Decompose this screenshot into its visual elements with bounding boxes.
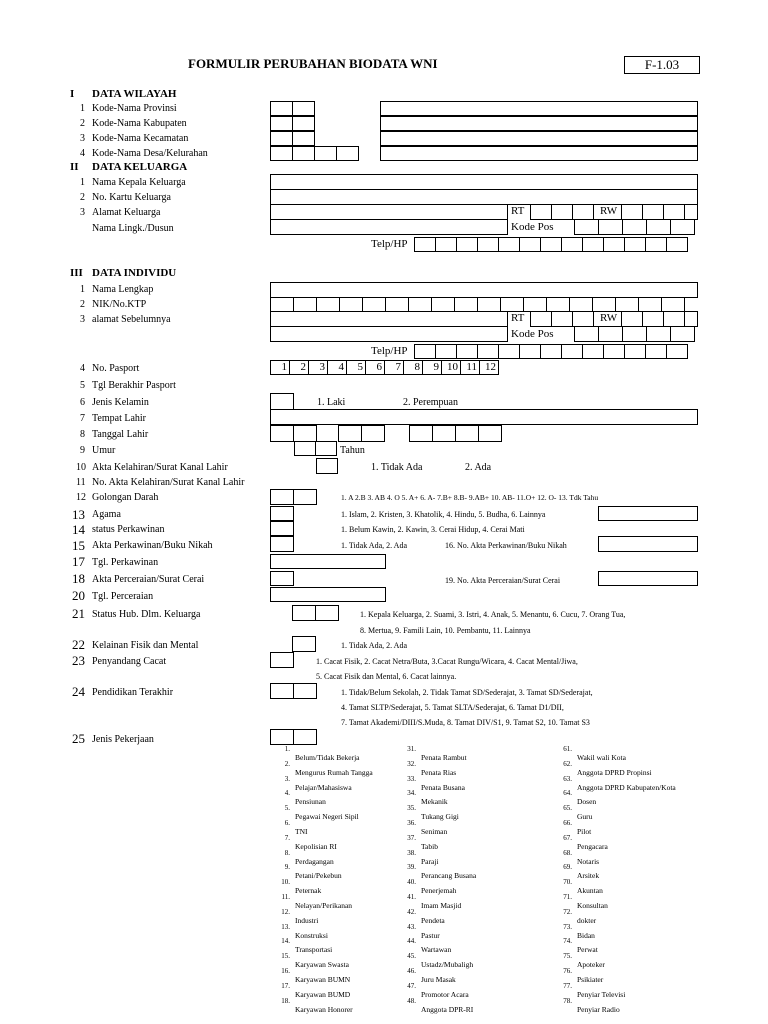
- pekerjaan-name: Guru: [577, 812, 593, 822]
- jenis-kelamin-box[interactable]: [270, 393, 294, 410]
- akta-perkawinan-label: Akta Perkawinan/Buku Nikah: [92, 540, 213, 551]
- individu-13-number: 13: [72, 507, 85, 522]
- section-2-title: DATA KELUARGA: [92, 161, 188, 173]
- cacat-options-2: 5. Cacat Fisik dan Mental, 6. Cacat lainnya.: [316, 672, 457, 681]
- individu-23-number: 23: [72, 653, 85, 668]
- hub-keluarga-options-1: 1. Kepala Keluarga, 2. Suami, 3. Istri, 4. Anak, 5. Menantu, 6. Cucu, 7. Orang Tua,: [360, 610, 626, 619]
- dusun-label: Nama Lingk./Dusun: [92, 223, 174, 234]
- kode-pos-label-2: Kode Pos: [511, 328, 554, 340]
- rt-label: RT: [511, 205, 525, 217]
- pekerjaan-number: 77.: [563, 981, 572, 990]
- akta-perceraian-box[interactable]: [270, 571, 294, 586]
- pasport-digit[interactable]: 11: [460, 360, 480, 375]
- individu-12-number: 12: [76, 492, 86, 503]
- pekerjaan-name: Anggota DPRD Propinsi: [577, 767, 652, 777]
- pekerjaan-name: Nelayan/Perikanan: [295, 901, 353, 910]
- pekerjaan-item: [394, 997, 473, 1015]
- pekerjaan-name: Penata Busana: [421, 782, 465, 792]
- tanggal-lahir-day-boxes[interactable]: [270, 425, 316, 442]
- status-kawin-options: 1. Belum Kawin, 2. Kawin, 3. Cerai Hidup, 4. Cerai Mati: [341, 525, 525, 534]
- pekerjaan-number: 72.: [563, 907, 572, 916]
- pekerjaan-number: 2.: [284, 759, 290, 768]
- pekerjaan-number: 65.: [563, 804, 572, 813]
- individu-4-number: 4: [80, 363, 85, 374]
- pasport-digit[interactable]: 2: [289, 360, 309, 375]
- pekerjaan-number: 18.: [281, 996, 290, 1005]
- individu-15-number: 15: [72, 538, 85, 553]
- individu-24-number: 24: [72, 684, 85, 699]
- no-akta-kelahiran-label: No. Akta Kelahiran/Surat Kanal Lahir: [92, 477, 245, 488]
- pekerjaan-item: [550, 997, 620, 1015]
- pekerjaan-name: Notaris: [577, 856, 600, 866]
- agama-label: Agama: [92, 509, 121, 520]
- pekerjaan-name: Juru Masak: [421, 975, 456, 984]
- pekerjaan-name: Karyawan BUMD: [295, 989, 351, 999]
- pekerjaan-number: 39.: [407, 863, 416, 872]
- pekerjaan-name: TNI: [295, 827, 308, 836]
- pendidikan-options-2: 4. Tamat SLTP/Sederajat, 5. Tamat SLTA/Sederajat, 6. Tamat D1/DII,: [341, 703, 564, 712]
- pendidikan-options-3: 7. Tamat Akademi/DIII/S.Muda, 8. Tamat DIV/S1, 9. Tamat S2, 10. Tamat S3: [341, 718, 590, 727]
- pekerjaan-name: Karyawan Honorer: [295, 1004, 353, 1014]
- pekerjaan-number: 68.: [563, 848, 572, 857]
- keluarga-2-number: 2: [80, 192, 85, 203]
- kecamatan-code-boxes[interactable]: [270, 131, 314, 146]
- no-akta-cerai-field[interactable]: [598, 571, 698, 586]
- pekerjaan-name: Peternak: [295, 886, 322, 896]
- akta-kelahiran-box[interactable]: [316, 458, 338, 474]
- telp-label: Telp/HP: [371, 238, 408, 250]
- tanggal-lahir-label: Tanggal Lahir: [92, 429, 149, 440]
- pekerjaan-name: Penerjemah: [421, 886, 457, 896]
- alamat-keluarga-field[interactable]: [270, 204, 508, 220]
- pekerjaan-number: 45.: [407, 952, 416, 961]
- pekerjaan-name: Mekanik: [421, 797, 448, 807]
- pekerjaan-name: Industri: [295, 915, 319, 925]
- pekerjaan-name: Pensiunan: [295, 797, 326, 807]
- kode-pos-boxes-2[interactable]: [574, 326, 694, 342]
- pekerjaan-number: 3.: [284, 774, 290, 783]
- tgl-perceraian-label: Tgl. Perceraian: [92, 591, 154, 602]
- pekerjaan-name: Tukang Gigi: [421, 812, 459, 822]
- pekerjaan-number: 48.: [407, 996, 416, 1005]
- pekerjaan-name: Pengacara: [577, 841, 608, 851]
- pasport-digit[interactable]: 6: [365, 360, 385, 375]
- pekerjaan-number: 63.: [563, 774, 572, 783]
- pendidikan-boxes[interactable]: [270, 683, 316, 699]
- akta-kelahiran-label: Akta Kelahiran/Surat Kanal Lahir: [92, 462, 228, 473]
- jenis-kelamin-option-1: 1. Laki: [317, 397, 346, 408]
- pekerjaan-number: 12.: [281, 907, 290, 916]
- agama-options: 1. Islam, 2. Kristen, 3. Khatolik, 4. Hindu, 5. Budha, 6. Lainnya: [341, 510, 546, 519]
- no-akta-kawin-field[interactable]: [598, 536, 698, 552]
- akta-lahir-option-2: 2. Ada: [465, 462, 492, 473]
- telp-boxes[interactable]: [414, 237, 687, 252]
- pekerjaan-number: 15.: [281, 952, 290, 961]
- pekerjaan-number: 67.: [563, 833, 572, 842]
- section-2-number: II: [70, 161, 79, 173]
- pekerjaan-number: 36.: [407, 819, 416, 827]
- dusun-field[interactable]: [270, 219, 508, 235]
- pekerjaan-number: 78.: [563, 996, 572, 1005]
- pekerjaan-number: 40.: [407, 878, 416, 887]
- pendidikan-options-1: 1. Tidak/Belum Sekolah, 2. Tidak Tamat SD/Sederajat, 3. Tamat SD/Sederajat,: [341, 688, 593, 697]
- kelainan-label: Kelainan Fisik dan Mental: [92, 640, 199, 651]
- pekerjaan-name: Pastur: [421, 930, 440, 940]
- tanggal-lahir-year-boxes[interactable]: [409, 425, 501, 442]
- pekerjaan-name: Mengurus Rumah Tangga: [295, 767, 373, 777]
- pekerjaan-number: 70.: [563, 878, 572, 887]
- pasport-digit[interactable]: 8: [403, 360, 423, 375]
- pekerjaan-number: 61.: [563, 745, 572, 753]
- pasport-boxes[interactable]: [270, 360, 498, 375]
- individu-1-number: 1: [80, 284, 85, 295]
- nik-label: NIK/No.KTP: [92, 299, 147, 310]
- desa-code-boxes[interactable]: [270, 146, 358, 161]
- section-3-number: III: [70, 267, 83, 279]
- individu-20-number: 20: [72, 588, 85, 603]
- wilayah-3-label: Kode-Nama Kecamatan: [92, 133, 189, 144]
- tgl-perkawinan-label: Tgl. Perkawinan: [92, 557, 159, 568]
- pekerjaan-number: 62.: [563, 759, 572, 768]
- kabupaten-name-field[interactable]: [380, 116, 698, 131]
- wilayah-3-number: 3: [80, 133, 85, 144]
- pekerjaan-name: Karyawan Swasta: [295, 960, 349, 970]
- status-hub-label: Status Hub. Dlm. Keluarga: [92, 609, 201, 620]
- provinsi-code-boxes[interactable]: [270, 101, 314, 116]
- section-1-number: I: [70, 88, 75, 100]
- akta-perkawinan-box[interactable]: [270, 536, 294, 552]
- pasport-digit[interactable]: 12: [479, 360, 499, 375]
- penyandang-cacat-label: Penyandang Cacat: [92, 656, 167, 667]
- kecamatan-name-field[interactable]: [380, 131, 698, 146]
- nama-lengkap-field[interactable]: [270, 282, 698, 298]
- pekerjaan-number: 13.: [281, 922, 290, 931]
- rt-boxes[interactable]: [530, 204, 593, 220]
- individu-7-number: 7: [80, 413, 85, 424]
- provinsi-name-field[interactable]: [380, 101, 698, 116]
- individu-10-number: 10: [76, 462, 86, 473]
- individu-22-number: 22: [72, 637, 85, 652]
- pekerjaan-name: Anggota DPR-RI: [421, 1004, 474, 1014]
- status-hub-boxes[interactable]: [292, 605, 338, 621]
- akta-perceraian-label: Akta Perceraian/Surat Cerai: [92, 574, 205, 585]
- wilayah-4-label: Kode-Nama Desa/Kelurahan: [92, 148, 208, 159]
- no-akta-kawin-label: 16. No. Akta Perkawinan/Buku Nikah: [445, 541, 567, 550]
- pekerjaan-number: 31.: [407, 745, 416, 753]
- akta-kawin-options: 1. Tidak Ada, 2. Ada: [341, 541, 408, 550]
- pekerjaan-number: 42.: [407, 907, 416, 916]
- pasport-label: No. Pasport: [92, 363, 140, 374]
- status-perkawinan-label: status Perkawinan: [92, 524, 165, 535]
- pekerjaan-number: 71.: [563, 893, 572, 901]
- pekerjaan-number: 1.: [284, 745, 290, 753]
- individu-25-number: 25: [72, 731, 85, 746]
- pekerjaan-number: 73.: [563, 922, 572, 931]
- akta-lahir-option-1: 1. Tidak Ada: [371, 462, 423, 473]
- pekerjaan-name: Tabib: [421, 841, 438, 851]
- pekerjaan-number: 8.: [284, 848, 290, 857]
- individu-3-number: 3: [80, 314, 85, 325]
- pekerjaan-number: 75.: [563, 952, 572, 961]
- pekerjaan-name: Karyawan BUMN: [295, 975, 351, 984]
- alamat-sebelumnya-field[interactable]: [270, 311, 508, 327]
- pekerjaan-name: Penyiar Radio: [577, 1004, 620, 1014]
- keluarga-3-number: 3: [80, 207, 85, 218]
- kelainan-options: 1. Tidak Ada, 2. Ada: [341, 641, 408, 650]
- pekerjaan-number: 76.: [563, 967, 572, 975]
- alamat-sebelumnya-label: alamat Sebelumnya: [92, 314, 171, 325]
- pekerjaan-number: 11.: [281, 893, 290, 901]
- pasport-digit[interactable]: 9: [422, 360, 442, 375]
- pekerjaan-name: Transportasi: [295, 945, 333, 955]
- pekerjaan-number: 35.: [407, 804, 416, 813]
- pekerjaan-label: Jenis Pekerjaan: [92, 734, 154, 745]
- nik-boxes[interactable]: [270, 297, 684, 312]
- pekerjaan-name: Konstruksi: [295, 930, 328, 940]
- alamat-sebelumnya-field-2[interactable]: [270, 326, 508, 342]
- pekerjaan-name: Anggota DPRD Kabupaten/Kota: [577, 782, 676, 792]
- individu-11-number: 11: [76, 477, 86, 488]
- jenis-kelamin-label: Jenis Kelamin: [92, 397, 149, 408]
- wilayah-4-number: 4: [80, 148, 85, 159]
- kode-pos-label: Kode Pos: [511, 221, 554, 233]
- kartu-keluarga-field[interactable]: [270, 189, 698, 205]
- individu-18-number: 18: [72, 571, 85, 586]
- individu-17-number: 17: [72, 554, 85, 569]
- pekerjaan-name: Pilot: [577, 827, 592, 836]
- rw-boxes[interactable]: [621, 204, 697, 220]
- telp-boxes-2[interactable]: [414, 344, 687, 359]
- pekerjaan-number: 33.: [407, 774, 416, 783]
- form-title: FORMULIR PERUBAHAN BIODATA WNI: [188, 56, 438, 71]
- pasport-digit[interactable]: 4: [327, 360, 347, 375]
- telp-label-2: Telp/HP: [371, 345, 408, 357]
- golongan-darah-boxes[interactable]: [270, 489, 316, 505]
- pekerjaan-name: Pegawai Negeri Sipil: [295, 812, 359, 822]
- pekerjaan-name: Perancang Busana: [421, 871, 477, 881]
- pekerjaan-name: Perwat: [577, 945, 598, 955]
- individu-21-number: 21: [72, 606, 85, 621]
- keluarga-2-label: No. Kartu Keluarga: [92, 192, 171, 203]
- kepala-keluarga-field[interactable]: [270, 174, 698, 190]
- wilayah-1-label: Kode-Nama Provinsi: [92, 103, 177, 114]
- kode-pos-boxes[interactable]: [574, 219, 694, 235]
- individu-2-number: 2: [80, 299, 85, 310]
- agama-box[interactable]: [270, 506, 294, 521]
- rw-boxes-2[interactable]: [621, 311, 697, 327]
- pasport-digit[interactable]: 7: [384, 360, 404, 375]
- pekerjaan-name: Psikiater: [577, 975, 604, 984]
- pekerjaan-number: 47.: [407, 981, 416, 990]
- pekerjaan-number: 32.: [407, 759, 416, 768]
- pekerjaan-number: 34.: [407, 789, 416, 798]
- pekerjaan-name: Penyiar Televisi: [577, 989, 626, 999]
- pekerjaan-name: Arsitek: [577, 871, 600, 881]
- cacat-options-1: 1. Cacat Fisik, 2. Cacat Netra/Buta, 3.Cacat Rungu/Wicara, 4. Cacat Mental/Jiwa,: [316, 657, 578, 666]
- pekerjaan-name: Promotor Acara: [421, 989, 469, 999]
- pasport-digit[interactable]: 3: [308, 360, 328, 375]
- penyandang-cacat-box[interactable]: [270, 652, 294, 668]
- pekerjaan-number: 4.: [284, 789, 290, 798]
- section-3-title: DATA INDIVIDU: [92, 267, 177, 279]
- pekerjaan-number: 66.: [563, 819, 572, 827]
- wilayah-2-label: Kode-Nama Kabupaten: [92, 118, 187, 129]
- pekerjaan-number: 17.: [281, 981, 290, 990]
- individu-5-number: 5: [80, 380, 85, 391]
- pekerjaan-name: Dosen: [577, 797, 597, 807]
- pekerjaan-name: Imam Masjid: [421, 901, 462, 910]
- tgl-perkawinan-field[interactable]: [270, 554, 386, 569]
- pekerjaan-name: Pelajar/Mahasiswa: [295, 782, 352, 792]
- pekerjaan-number: 37.: [407, 833, 416, 842]
- status-perkawinan-box[interactable]: [270, 521, 294, 536]
- pasport-digit[interactable]: 5: [346, 360, 366, 375]
- nama-lengkap-label: Nama Lengkap: [92, 284, 154, 295]
- tahun-label: Tahun: [340, 445, 365, 456]
- individu-6-number: 6: [80, 397, 85, 408]
- pekerjaan-boxes[interactable]: [270, 729, 316, 745]
- pekerjaan-name: Seniman: [421, 827, 448, 836]
- pekerjaan-name: Apoteker: [577, 960, 605, 970]
- pekerjaan-number: 9.: [284, 863, 290, 872]
- pekerjaan-name: Konsultan: [577, 901, 608, 910]
- hub-keluarga-options-2: 8. Mertua, 9. Famili Lain, 10. Pembantu, 11. Lainnya: [360, 626, 531, 635]
- rw-label: RW: [600, 205, 618, 217]
- pekerjaan-name: Akuntan: [577, 886, 603, 896]
- pekerjaan-number: 43.: [407, 922, 416, 931]
- wilayah-1-number: 1: [80, 103, 85, 114]
- rt-label-2: RT: [511, 312, 525, 324]
- pekerjaan-name: Pendeta: [421, 915, 445, 925]
- individu-14-number: 14: [72, 522, 85, 537]
- golongan-darah-options: 1. A 2.B 3. AB 4. O 5. A+ 6. A- 7.B+ 8.B- 9.AB+ 10. AB- 11.O+ 12. O- 13. Tdk Tahu: [341, 493, 599, 502]
- pekerjaan-number: 5.: [284, 804, 290, 813]
- tanggal-lahir-month-boxes[interactable]: [338, 425, 384, 442]
- pekerjaan-name: Kepolisian RI: [295, 841, 337, 851]
- pasport-digit[interactable]: 10: [441, 360, 461, 375]
- pekerjaan-name: Perdagangan: [295, 856, 334, 866]
- pekerjaan-number: 44.: [407, 937, 416, 946]
- tempat-lahir-field[interactable]: [270, 409, 698, 425]
- wilayah-2-number: 2: [80, 118, 85, 129]
- individu-9-number: 9: [80, 445, 85, 456]
- pekerjaan-number: 64.: [563, 789, 572, 798]
- pendidikan-label: Pendidikan Terakhir: [92, 687, 174, 698]
- pekerjaan-number: 46.: [407, 967, 416, 975]
- pekerjaan-number: 74.: [563, 937, 572, 946]
- pekerjaan-number: 41.: [407, 893, 416, 901]
- pekerjaan-number: 69.: [563, 863, 572, 872]
- tempat-lahir-label: Tempat Lahir: [92, 413, 146, 424]
- form-code: F-1.03: [624, 56, 700, 74]
- pekerjaan-name: Bidan: [577, 930, 595, 940]
- kelainan-box[interactable]: [292, 636, 316, 652]
- rw-label-2: RW: [600, 312, 618, 324]
- keluarga-3-label: Alamat Keluarga: [92, 207, 161, 218]
- pekerjaan-number: 7.: [284, 833, 290, 842]
- umur-boxes[interactable]: [294, 441, 336, 456]
- pekerjaan-name: Penata Rias: [421, 767, 457, 777]
- pekerjaan-number: 14.: [281, 937, 290, 946]
- no-akta-cerai-label: 19. No. Akta Perceraian/Surat Cerai: [445, 576, 561, 585]
- individu-8-number: 8: [80, 429, 85, 440]
- golongan-darah-label: Golongan Darah: [92, 492, 159, 503]
- pekerjaan-name: Wartawan: [421, 945, 452, 955]
- pekerjaan-name: Penata Rambut: [421, 753, 467, 762]
- desa-name-field[interactable]: [380, 146, 698, 161]
- pekerjaan-name: Ustadz/Mubaligh: [421, 960, 474, 970]
- pekerjaan-number: 16.: [281, 967, 290, 975]
- pasport-digit[interactable]: 1: [270, 360, 290, 375]
- rt-boxes-2[interactable]: [530, 311, 593, 327]
- kabupaten-code-boxes[interactable]: [270, 116, 314, 131]
- tgl-berakhir-pasport-label: Tgl Berakhir Pasport: [92, 380, 176, 391]
- pekerjaan-number: 6.: [284, 819, 290, 827]
- jenis-kelamin-option-2: 2. Perempuan: [403, 397, 458, 408]
- pekerjaan-item: [268, 997, 353, 1015]
- pekerjaan-name: Belum/Tidak Bekerja: [295, 753, 360, 762]
- pekerjaan-number: 38.: [407, 848, 416, 857]
- umur-label: Umur: [92, 445, 116, 456]
- pekerjaan-name: Paraji: [421, 856, 439, 866]
- keluarga-1-label: Nama Kepala Keluarga: [92, 177, 186, 188]
- section-1-title: DATA WILAYAH: [92, 88, 177, 100]
- pekerjaan-name: Wakil wali Kota: [577, 753, 626, 762]
- agama-lainnya-field[interactable]: [598, 506, 698, 521]
- pekerjaan-number: 10.: [281, 878, 290, 887]
- keluarga-1-number: 1: [80, 177, 85, 188]
- tgl-perceraian-field[interactable]: [270, 587, 386, 602]
- pekerjaan-name: dokter: [577, 915, 597, 925]
- pekerjaan-name: Petani/Pekebun: [295, 871, 342, 881]
